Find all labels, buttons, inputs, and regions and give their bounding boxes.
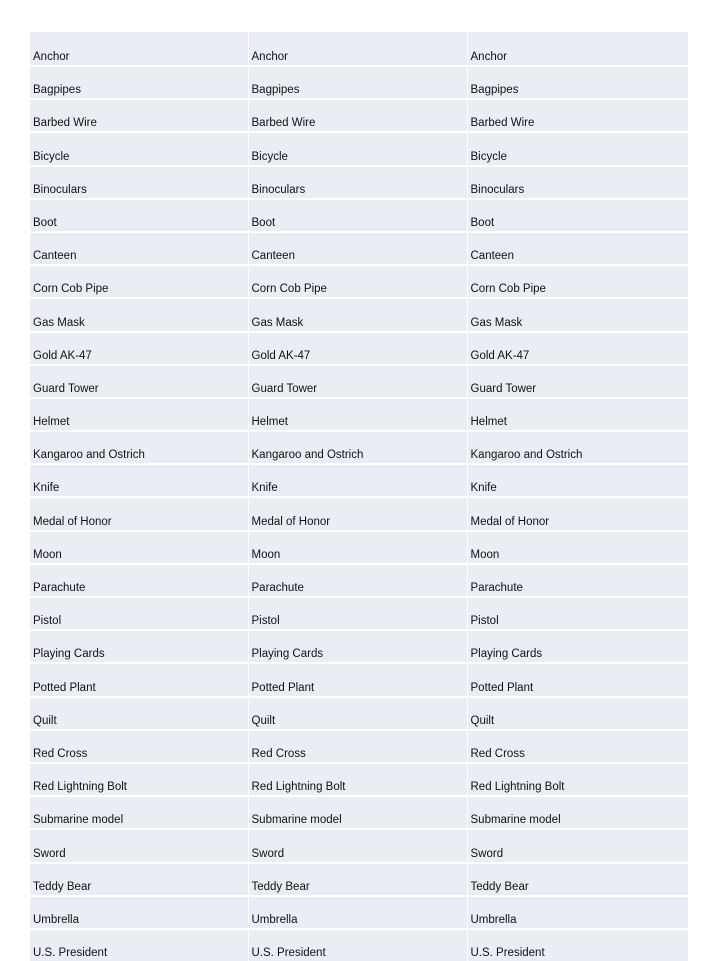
table-cell: Moon xyxy=(467,531,688,564)
table-cell: Knife xyxy=(30,464,248,497)
table-cell: Potted Plant xyxy=(248,663,467,696)
table-row xyxy=(30,265,688,298)
table-cell: Pistol xyxy=(30,597,248,630)
table-cell: Barbed Wire xyxy=(30,99,248,132)
table-row xyxy=(30,796,688,829)
table-row xyxy=(30,730,688,763)
table-cell: Knife xyxy=(248,464,467,497)
table-cell: Helmet xyxy=(30,398,248,431)
table-cell: Kangaroo and Ostrich xyxy=(248,431,467,464)
table-row xyxy=(30,829,688,862)
table-cell: Guard Tower xyxy=(248,365,467,398)
table-cell: Moon xyxy=(248,531,467,564)
items-table-body xyxy=(30,32,688,961)
table-cell: Barbed Wire xyxy=(467,99,688,132)
table-cell: Helmet xyxy=(248,398,467,431)
table-row xyxy=(30,763,688,796)
table-row xyxy=(30,597,688,630)
table-cell: Anchor xyxy=(30,32,248,66)
table-cell: Gold AK-47 xyxy=(248,332,467,365)
table-cell: Bicycle xyxy=(248,132,467,165)
table-cell: Anchor xyxy=(248,32,467,66)
table-cell: Red Cross xyxy=(467,730,688,763)
table-row xyxy=(30,697,688,730)
table-cell: Knife xyxy=(467,464,688,497)
table-cell: Boot xyxy=(30,199,248,232)
table-row xyxy=(30,663,688,696)
table-cell: Red Lightning Bolt xyxy=(248,763,467,796)
table-cell: Guard Tower xyxy=(30,365,248,398)
table-row xyxy=(30,929,688,961)
table-row xyxy=(30,132,688,165)
table-cell: Quilt xyxy=(467,697,688,730)
table-row xyxy=(30,232,688,265)
table-cell: Umbrella xyxy=(30,896,248,929)
table-cell: Canteen xyxy=(248,232,467,265)
table-cell: Red Lightning Bolt xyxy=(467,763,688,796)
table-cell: Submarine model xyxy=(30,796,248,829)
table-row xyxy=(30,298,688,331)
table-cell: Boot xyxy=(248,199,467,232)
table-row xyxy=(30,199,688,232)
table-cell: Umbrella xyxy=(248,896,467,929)
table-cell: Medal of Honor xyxy=(467,497,688,530)
table-cell: Corn Cob Pipe xyxy=(30,265,248,298)
table-cell: Bagpipes xyxy=(30,66,248,99)
table-row xyxy=(30,365,688,398)
table-cell: Binoculars xyxy=(248,166,467,199)
table-cell: Bicycle xyxy=(30,132,248,165)
table-cell: Corn Cob Pipe xyxy=(467,265,688,298)
table-cell: Red Cross xyxy=(248,730,467,763)
table-cell: Bicycle xyxy=(467,132,688,165)
table-cell: Playing Cards xyxy=(248,630,467,663)
table-cell: Playing Cards xyxy=(30,630,248,663)
table-cell: Canteen xyxy=(467,232,688,265)
table-row xyxy=(30,66,688,99)
table-cell: Potted Plant xyxy=(467,663,688,696)
table-row xyxy=(30,863,688,896)
table-cell: Bagpipes xyxy=(467,66,688,99)
table-cell: Anchor xyxy=(467,32,688,66)
table-cell: U.S. President xyxy=(30,929,248,961)
table-cell: Medal of Honor xyxy=(248,497,467,530)
table-cell: Submarine model xyxy=(248,796,467,829)
table-cell: Submarine model xyxy=(467,796,688,829)
table-cell: Binoculars xyxy=(467,166,688,199)
table-cell: Boot xyxy=(467,199,688,232)
table-row xyxy=(30,32,688,66)
table-row xyxy=(30,398,688,431)
table-cell: Quilt xyxy=(30,697,248,730)
table-cell: Gas Mask xyxy=(467,298,688,331)
table-cell: Sword xyxy=(248,829,467,862)
table-row xyxy=(30,166,688,199)
table-cell: Canteen xyxy=(30,232,248,265)
table-cell: Umbrella xyxy=(467,896,688,929)
table-cell: Teddy Bear xyxy=(248,863,467,896)
table-cell: Moon xyxy=(30,531,248,564)
table-cell: Medal of Honor xyxy=(30,497,248,530)
table-row xyxy=(30,531,688,564)
table-cell: Parachute xyxy=(248,564,467,597)
table-cell: Gas Mask xyxy=(30,298,248,331)
table-row xyxy=(30,464,688,497)
table-cell: Kangaroo and Ostrich xyxy=(30,431,248,464)
table-cell: Gold AK-47 xyxy=(467,332,688,365)
table-cell: Helmet xyxy=(467,398,688,431)
table-row xyxy=(30,99,688,132)
table-row xyxy=(30,896,688,929)
table-cell: Red Lightning Bolt xyxy=(30,763,248,796)
table-cell: Kangaroo and Ostrich xyxy=(467,431,688,464)
table-cell: Teddy Bear xyxy=(30,863,248,896)
table-cell: Pistol xyxy=(467,597,688,630)
table-cell: Red Cross xyxy=(30,730,248,763)
table-cell: Potted Plant xyxy=(30,663,248,696)
table-cell: Quilt xyxy=(248,697,467,730)
table-row xyxy=(30,332,688,365)
table-row xyxy=(30,564,688,597)
table-cell: Binoculars xyxy=(30,166,248,199)
table-cell: Teddy Bear xyxy=(467,863,688,896)
table-cell: Pistol xyxy=(248,597,467,630)
table-cell: U.S. President xyxy=(467,929,688,961)
table-row xyxy=(30,630,688,663)
table-row xyxy=(30,431,688,464)
table-cell: Bagpipes xyxy=(248,66,467,99)
table-cell: Barbed Wire xyxy=(248,99,467,132)
table-cell: Gold AK-47 xyxy=(30,332,248,365)
table-cell: Parachute xyxy=(467,564,688,597)
table-cell: Corn Cob Pipe xyxy=(248,265,467,298)
items-table xyxy=(30,32,688,961)
table-cell: Gas Mask xyxy=(248,298,467,331)
table-row xyxy=(30,497,688,530)
table-cell: U.S. President xyxy=(248,929,467,961)
table-cell: Sword xyxy=(467,829,688,862)
table-cell: Playing Cards xyxy=(467,630,688,663)
table-cell: Guard Tower xyxy=(467,365,688,398)
table-cell: Sword xyxy=(30,829,248,862)
table-cell: Parachute xyxy=(30,564,248,597)
